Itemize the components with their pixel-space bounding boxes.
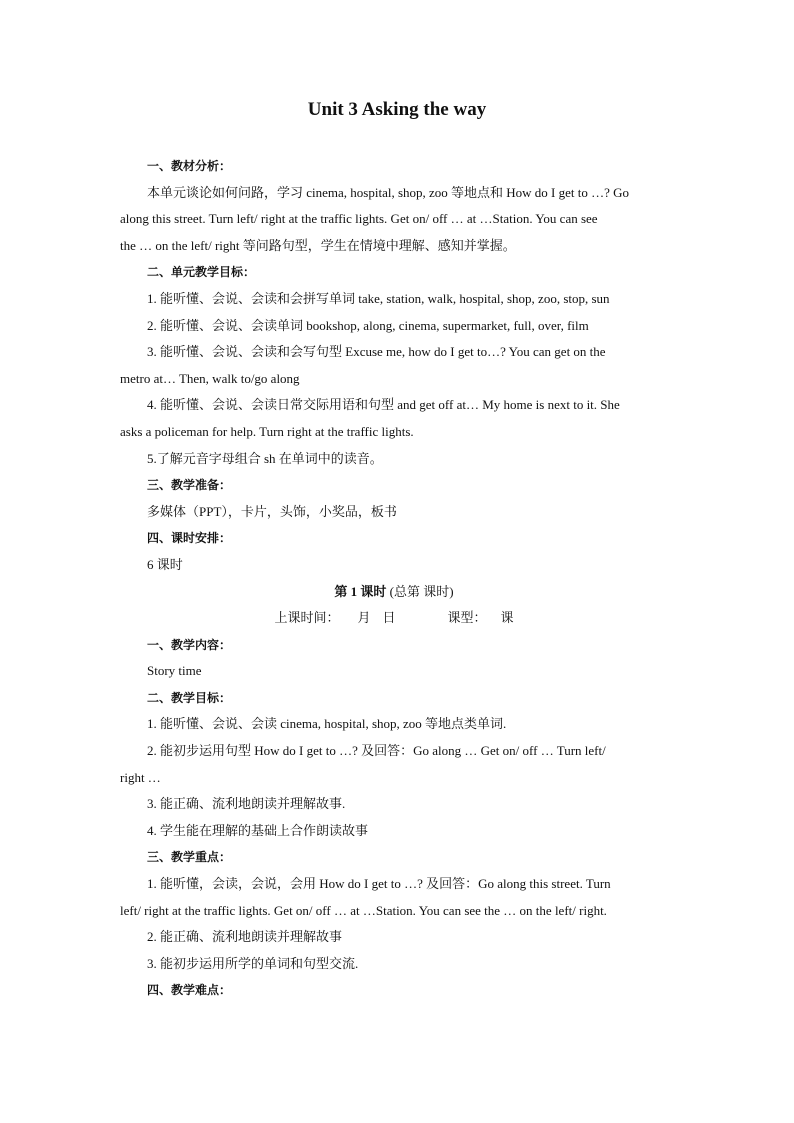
- key-point-line: 2. 能正确、流利地朗读并理解故事: [147, 929, 343, 945]
- document-title: Unit 3 Asking the way: [307, 99, 487, 120]
- key-point-line: 1. 能听懂，会读，会说，会用 How do I get to …? 及回答：Go along this street. Turn: [147, 876, 611, 892]
- goal-line: 1. 能听懂、会说、会读 cinema, hospital, shop, zoo 等地点类单词.: [147, 716, 507, 732]
- paragraph-line: 6 课时: [147, 556, 183, 572]
- day-label: 日: [382, 610, 396, 626]
- lesson-title: [120, 579, 668, 606]
- paragraph-line: the … on the left/ right 等问路句型，学生在情境中理解、感知并掌握。: [120, 237, 516, 253]
- goal-line: 4. 学生能在理解的基础上合作朗读故事: [147, 822, 369, 838]
- key-point-line: left/ right at the traffic lights. Get on/ off … at …Station. You can see the … on the left/ right.: [120, 902, 607, 918]
- section-heading-unit-goals: 二、单元教学目标：: [147, 265, 256, 280]
- goal-line: 2. 能初步运用句型 How do I get to …? 及回答：Go along … Get on/ off … Turn left/: [147, 743, 606, 759]
- section-heading-preparation: 三、教学准备：: [147, 478, 232, 493]
- goal-line: 5.了解元音字母组合 sh 在单词中的读音。: [147, 450, 383, 466]
- lesson-total: (总第 课时): [389, 583, 454, 599]
- section-heading-material-analysis: 一、教材分析：: [147, 159, 232, 173]
- goal-line: 3. 能听懂、会说、会读和会写句型 Excuse me, how do I get to…? You can get on the: [147, 344, 606, 360]
- paragraph-line: Story time: [147, 663, 202, 679]
- goal-line: 4. 能听懂、会说、会读日常交际用语和句型 and get off at… My home is next to it. She: [147, 397, 620, 413]
- goal-line: 1. 能听懂、会说、会读和会拼写单词 take, station, walk, hospital, shop, zoo, stop, sun: [147, 290, 610, 306]
- paragraph-line: 多媒体（PPT），卡片，头饰，小奖品，板书: [147, 503, 397, 519]
- goal-line: 2. 能听懂、会说、会读单词 bookshop, along, cinema, supermarket, full, over, film: [147, 317, 589, 333]
- paragraph-line: along this street. Turn left/ right at the traffic lights. Get on/ off … at …Station. You can see: [120, 211, 598, 227]
- key-point-line: 3. 能初步运用所学的单词和句型交流.: [147, 955, 359, 971]
- type-value: 课: [500, 610, 514, 626]
- lesson-meta: [120, 605, 668, 632]
- goal-line: asks a policeman for help. Turn right at the traffic lights.: [120, 423, 414, 439]
- month-label: 月: [357, 610, 371, 626]
- paragraph-line: 本单元谈论如何问路，学习 cinema, hospital, shop, zoo 等地点和 How do I get to …? Go: [147, 184, 630, 200]
- goal-line: 3. 能正确、流利地朗读并理解故事.: [147, 796, 346, 812]
- section-heading-content: 一、教学内容：: [147, 637, 232, 652]
- goal-line: right …: [120, 769, 161, 785]
- lesson-number: 第 1 课时: [334, 583, 387, 599]
- section-heading-lesson-goals: 二、教学目标：: [147, 690, 232, 705]
- section-heading-difficulties: 四、教学难点：: [147, 983, 232, 998]
- goal-line: metro at… Then, walk to/go along: [120, 370, 300, 386]
- document-body: [120, 153, 668, 1004]
- time-label: 上课时间：: [274, 610, 340, 626]
- section-heading-key-points: 三、教学重点：: [147, 850, 232, 865]
- section-heading-schedule: 四、课时安排：: [147, 531, 232, 546]
- type-label: 课型：: [447, 610, 487, 626]
